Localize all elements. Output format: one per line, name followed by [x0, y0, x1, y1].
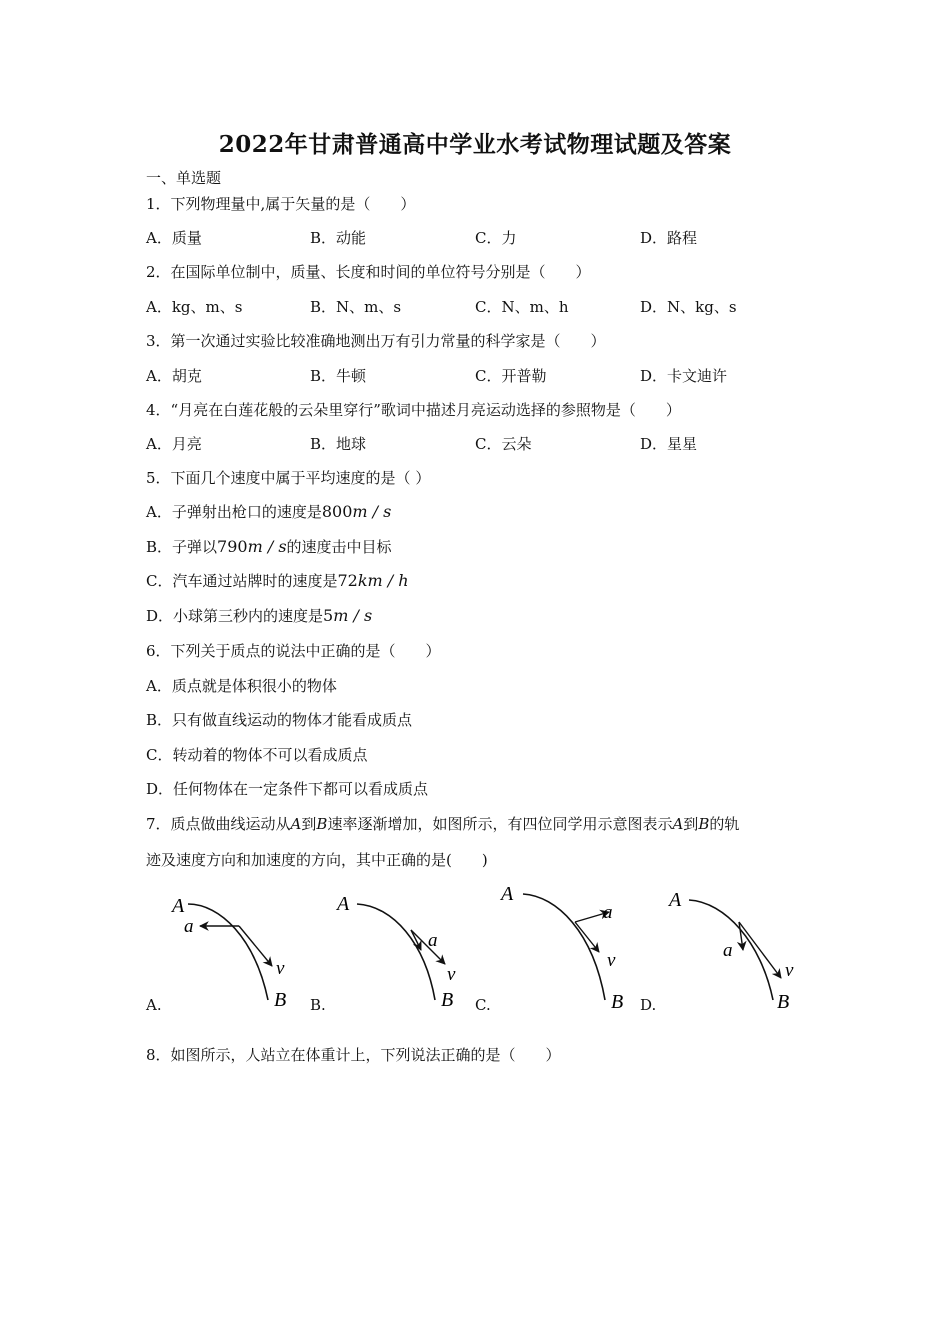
q1-option-d: D．路程	[640, 229, 698, 247]
q7-figure-a-label: A.	[146, 996, 162, 1014]
q5-option-c	[146, 571, 409, 591]
acc-label: a	[428, 930, 438, 951]
page-title: 2022年甘肃普通高中学业水考试物理试题及答案	[218, 131, 732, 158]
q7-var: B	[698, 815, 710, 833]
q5-option-b-suffix: 的速度击中目标	[286, 538, 392, 556]
q1-option-a: A．质量	[146, 229, 202, 247]
point-b-label: B	[611, 991, 624, 1013]
q6-option-c: C．转动着的物体不可以看成质点	[146, 746, 368, 764]
q4-stem: 4．“月亮在白莲花般的云朵里穿行”歌词中描述月亮运动选择的参照物是（ ）	[146, 401, 681, 419]
q6-stem: 6．下列关于质点的说法中正确的是（ ）	[146, 642, 441, 660]
q7-stem-text: 到	[301, 815, 317, 833]
acc-label: a	[603, 902, 613, 923]
q7-var: A	[672, 815, 684, 833]
trajectory-curve	[188, 904, 268, 1000]
q3-option-d: D．卡文迪许	[640, 367, 728, 385]
q2-option-b: B．N、m、s	[310, 298, 402, 316]
q3-option-a: A．胡克	[146, 367, 202, 385]
q7-figure-c-label: C.	[475, 996, 491, 1014]
q7-var: B	[316, 815, 328, 833]
q6-option-d: D．任何物体在一定条件下都可以看成质点	[146, 780, 429, 798]
vel-label: v	[447, 964, 456, 985]
q5-option-b-unit: m / s	[247, 537, 287, 556]
point-a-label: A	[337, 893, 350, 915]
q5-option-d-text: D．小球第三秒内的速度是	[146, 607, 324, 625]
q7-stem-line1	[146, 814, 739, 834]
point-a-label: A	[172, 895, 185, 917]
q7-stem-text: 的轨	[709, 815, 740, 833]
q7-figure-a	[160, 888, 300, 1013]
velocity-arrow	[739, 922, 781, 978]
vel-label: v	[785, 960, 794, 981]
vel-label: v	[607, 950, 616, 971]
q4-option-b: B．地球	[310, 435, 367, 453]
q2-option-c: C．N、m、h	[475, 298, 569, 316]
q7-figure-c	[495, 880, 635, 1013]
q7-figure-d-label: D.	[640, 996, 657, 1014]
velocity-arrow	[575, 922, 599, 952]
q5-option-a-unit: m / s	[352, 502, 392, 521]
q7-var: A	[290, 815, 302, 833]
q7-stem-text: 到	[683, 815, 699, 833]
q7-stem-text: 7．质点做曲线运动从	[146, 815, 291, 833]
section-heading: 一、单选题	[146, 169, 222, 187]
q3-option-c: C．开普勒	[475, 367, 547, 385]
q5-option-c-text: C．汽车通过站牌时的速度是	[146, 572, 338, 590]
q2-stem: 2．在国际单位制中，质量、长度和时间的单位符号分别是（ ）	[146, 263, 591, 281]
point-b-label: B	[441, 989, 454, 1011]
q7-stem-line2: 迹及速度方向和加速度的方向，其中正确的是( )	[146, 851, 488, 869]
q3-stem: 3．第一次通过实验比较准确地测出万有引力常量的科学家是（ ）	[146, 332, 606, 350]
q5-stem: 5．下面几个速度中属于平均速度的是（ ）	[146, 469, 431, 487]
q7-figure-d	[665, 884, 805, 1013]
q6-option-a: A．质点就是体积很小的物体	[146, 677, 337, 695]
q5-option-a-text: A．子弹射出枪口的速度是	[146, 503, 322, 521]
trajectory-curve	[357, 904, 435, 1000]
acc-label: a	[723, 940, 733, 961]
q5-option-a	[146, 502, 391, 522]
acc-label: a	[184, 916, 194, 937]
q4-option-a: A．月亮	[146, 435, 202, 453]
q5-option-c-unit: km / h	[357, 571, 409, 590]
q1-option-b: B．动能	[310, 229, 367, 247]
point-b-label: B	[777, 991, 790, 1013]
q7-figure-b	[333, 888, 473, 1013]
q5-option-b-text: B．子弹以	[146, 538, 218, 556]
q8-stem: 8．如图所示，人站立在体重计上，下列说法正确的是（ ）	[146, 1046, 561, 1064]
q5-option-d	[146, 606, 372, 626]
q4-option-d: D．星星	[640, 435, 698, 453]
vel-label: v	[276, 958, 285, 979]
q6-option-b: B．只有做直线运动的物体才能看成质点	[146, 711, 413, 729]
point-a-label: A	[501, 883, 514, 905]
q4-option-c: C．云朵	[475, 435, 532, 453]
q2-option-d: D．N、kg、s	[640, 298, 737, 316]
q5-option-c-value: 72	[337, 571, 358, 590]
q1-stem: 1．下列物理量中,属于矢量的是（ ）	[146, 195, 416, 213]
q5-option-a-value: 800	[321, 502, 353, 521]
point-b-label: B	[274, 989, 287, 1011]
q3-option-b: B．牛顿	[310, 367, 367, 385]
q5-option-d-unit: m / s	[333, 606, 373, 625]
q5-option-b-value: 790	[217, 537, 248, 556]
q5-option-d-value: 5	[323, 606, 334, 625]
q1-option-c: C．力	[475, 229, 517, 247]
q7-stem-text: 速率逐渐增加，如图所示，有四位同学用示意图表示	[327, 815, 673, 833]
point-a-label: A	[669, 889, 682, 911]
q5-option-b	[146, 537, 392, 557]
trajectory-curve	[523, 894, 605, 1000]
q2-option-a: A．kg、m、s	[146, 298, 243, 316]
q7-figure-b-label: B.	[310, 996, 326, 1014]
